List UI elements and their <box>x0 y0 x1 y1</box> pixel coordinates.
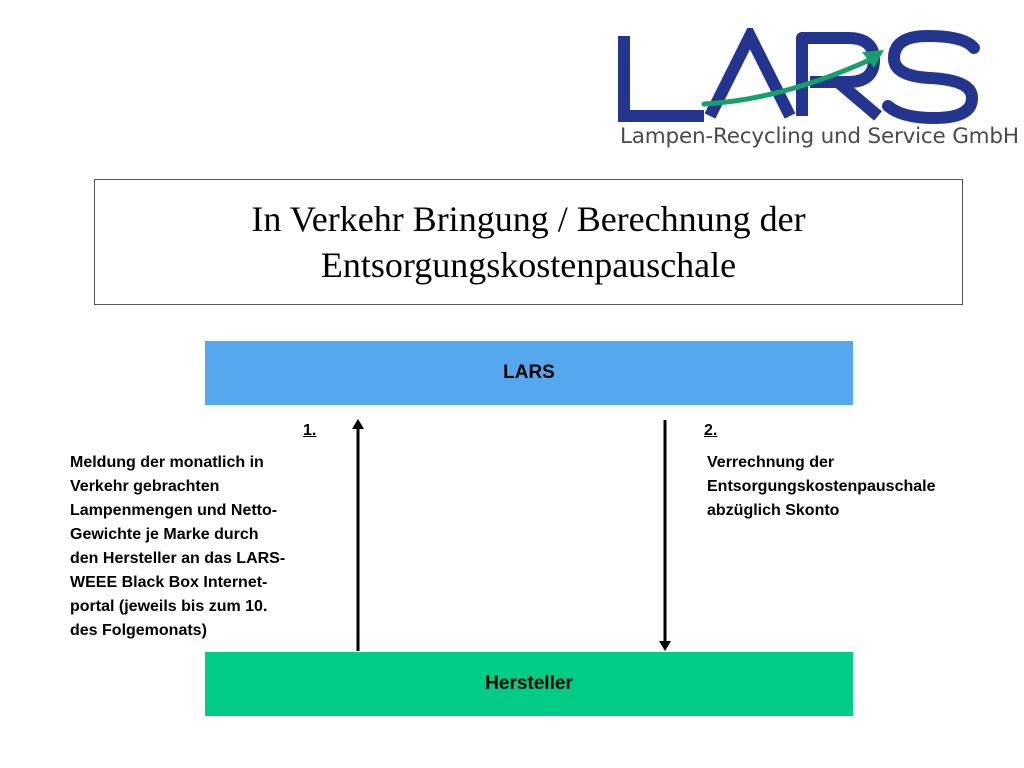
lars-box-label: LARS <box>503 362 555 383</box>
title-box <box>94 179 963 305</box>
logo-subtitle: Lampen-Recycling und Service GmbH <box>620 124 1019 149</box>
step-2-description: Verrechnung der Entsorgungskostenpauschale abzüglich Skonto <box>707 454 936 519</box>
title-line-2: Entsorgungskostenpauschale <box>320 245 737 285</box>
lars-wordmark-graphic <box>612 28 992 124</box>
step-1-description: Meldung der monatlich in Verkehr gebrachten Lampenmengen und Netto- Gewichte je Marke durch den Hersteller an das LARS- WEEE Black Box Internet- portal (jeweils bis zum 10. des Folgemonats) <box>70 454 286 639</box>
lars-box <box>205 341 853 405</box>
lars-logo <box>612 28 1019 163</box>
hersteller-box-label: Hersteller <box>485 673 573 694</box>
hersteller-box <box>205 652 853 716</box>
step-2-number: 2. <box>704 422 718 439</box>
step-1-number: 1. <box>303 422 317 439</box>
title-line-1: In Verkehr Bringung / Berechnung der <box>251 199 806 239</box>
